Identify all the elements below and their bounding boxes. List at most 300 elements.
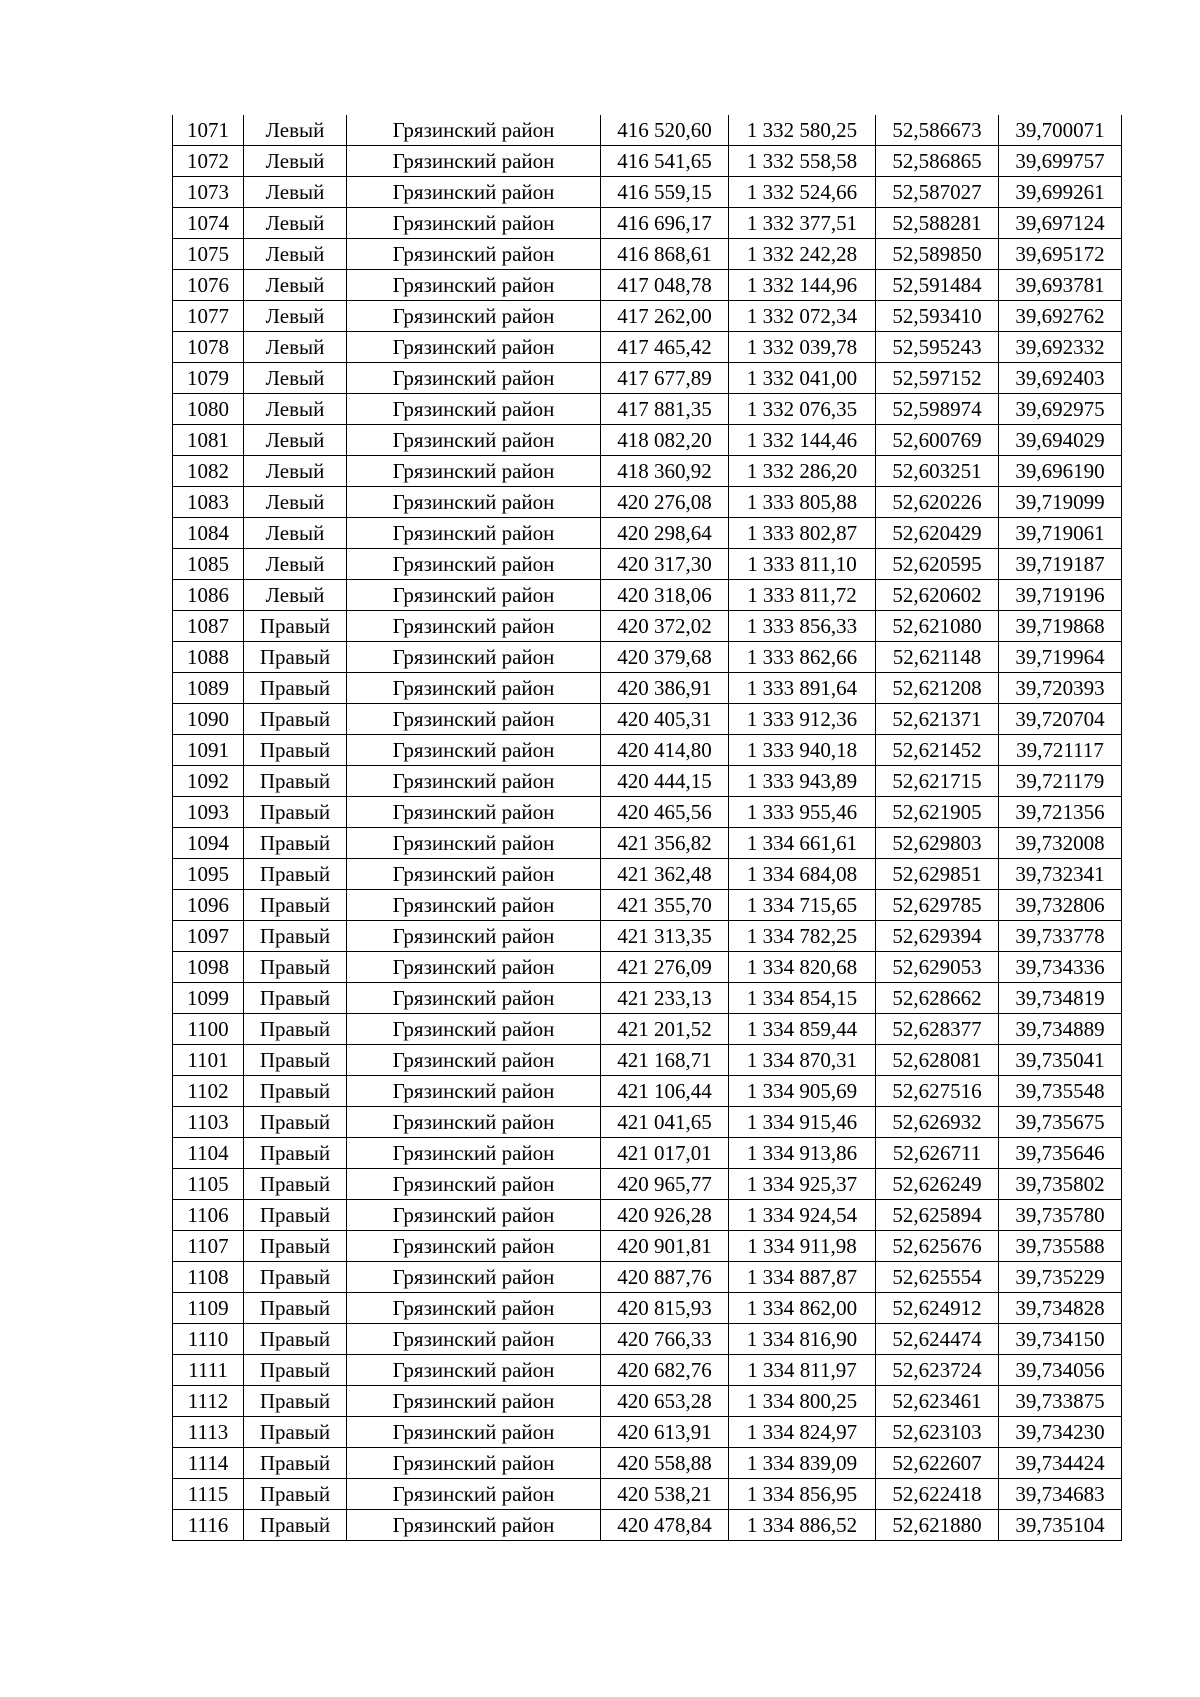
longitude-cell: 39,692975 bbox=[999, 394, 1122, 425]
y-coordinate-cell: 1 332 558,58 bbox=[729, 146, 876, 177]
latitude-cell: 52,621880 bbox=[876, 1510, 999, 1541]
longitude-cell: 39,692332 bbox=[999, 332, 1122, 363]
bank-side-cell: Правый bbox=[244, 1324, 347, 1355]
longitude-cell: 39,735646 bbox=[999, 1138, 1122, 1169]
point-number-cell: 1092 bbox=[173, 766, 244, 797]
y-coordinate-cell: 1 332 039,78 bbox=[729, 332, 876, 363]
point-number-cell: 1110 bbox=[173, 1324, 244, 1355]
district-cell: Грязинский район bbox=[347, 301, 601, 332]
latitude-cell: 52,628377 bbox=[876, 1014, 999, 1045]
longitude-cell: 39,734828 bbox=[999, 1293, 1122, 1324]
bank-side-cell: Правый bbox=[244, 859, 347, 890]
latitude-cell: 52,593410 bbox=[876, 301, 999, 332]
bank-side-cell: Правый bbox=[244, 983, 347, 1014]
y-coordinate-cell: 1 333 943,89 bbox=[729, 766, 876, 797]
district-cell: Грязинский район bbox=[347, 208, 601, 239]
bank-side-cell: Левый bbox=[244, 208, 347, 239]
bank-side-cell: Правый bbox=[244, 611, 347, 642]
point-number-cell: 1081 bbox=[173, 425, 244, 456]
y-coordinate-cell: 1 334 870,31 bbox=[729, 1045, 876, 1076]
district-cell: Грязинский район bbox=[347, 580, 601, 611]
district-cell: Грязинский район bbox=[347, 704, 601, 735]
point-number-cell: 1088 bbox=[173, 642, 244, 673]
latitude-cell: 52,621371 bbox=[876, 704, 999, 735]
point-number-cell: 1073 bbox=[173, 177, 244, 208]
bank-side-cell: Правый bbox=[244, 1386, 347, 1417]
bank-side-cell: Правый bbox=[244, 890, 347, 921]
latitude-cell: 52,620429 bbox=[876, 518, 999, 549]
y-coordinate-cell: 1 333 856,33 bbox=[729, 611, 876, 642]
longitude-cell: 39,735588 bbox=[999, 1231, 1122, 1262]
bank-side-cell: Левый bbox=[244, 394, 347, 425]
bank-side-cell: Левый bbox=[244, 549, 347, 580]
x-coordinate-cell: 417 881,35 bbox=[601, 394, 729, 425]
table-body bbox=[173, 115, 1122, 1541]
bank-side-cell: Правый bbox=[244, 1262, 347, 1293]
point-number-cell: 1097 bbox=[173, 921, 244, 952]
y-coordinate-cell: 1 334 854,15 bbox=[729, 983, 876, 1014]
bank-side-cell: Правый bbox=[244, 1107, 347, 1138]
y-coordinate-cell: 1 334 925,37 bbox=[729, 1169, 876, 1200]
point-number-cell: 1076 bbox=[173, 270, 244, 301]
district-cell: Грязинский район bbox=[347, 673, 601, 704]
table-row bbox=[173, 177, 1122, 208]
district-cell: Грязинский район bbox=[347, 425, 601, 456]
longitude-cell: 39,694029 bbox=[999, 425, 1122, 456]
x-coordinate-cell: 418 082,20 bbox=[601, 425, 729, 456]
table-row bbox=[173, 301, 1122, 332]
bank-side-cell: Правый bbox=[244, 921, 347, 952]
x-coordinate-cell: 420 965,77 bbox=[601, 1169, 729, 1200]
longitude-cell: 39,734230 bbox=[999, 1417, 1122, 1448]
district-cell: Грязинский район bbox=[347, 952, 601, 983]
longitude-cell: 39,735041 bbox=[999, 1045, 1122, 1076]
coordinates-table bbox=[172, 115, 1122, 1541]
district-cell: Грязинский район bbox=[347, 859, 601, 890]
point-number-cell: 1095 bbox=[173, 859, 244, 890]
x-coordinate-cell: 420 926,28 bbox=[601, 1200, 729, 1231]
point-number-cell: 1072 bbox=[173, 146, 244, 177]
district-cell: Грязинский район bbox=[347, 394, 601, 425]
bank-side-cell: Левый bbox=[244, 425, 347, 456]
table-row bbox=[173, 1417, 1122, 1448]
x-coordinate-cell: 421 313,35 bbox=[601, 921, 729, 952]
y-coordinate-cell: 1 334 887,87 bbox=[729, 1262, 876, 1293]
table-row bbox=[173, 1107, 1122, 1138]
latitude-cell: 52,621080 bbox=[876, 611, 999, 642]
point-number-cell: 1083 bbox=[173, 487, 244, 518]
table-row bbox=[173, 425, 1122, 456]
y-coordinate-cell: 1 333 912,36 bbox=[729, 704, 876, 735]
district-cell: Грязинский район bbox=[347, 611, 601, 642]
x-coordinate-cell: 416 696,17 bbox=[601, 208, 729, 239]
x-coordinate-cell: 420 405,31 bbox=[601, 704, 729, 735]
district-cell: Грязинский район bbox=[347, 177, 601, 208]
table-row bbox=[173, 673, 1122, 704]
latitude-cell: 52,623103 bbox=[876, 1417, 999, 1448]
table-row bbox=[173, 921, 1122, 952]
table-row bbox=[173, 363, 1122, 394]
district-cell: Грязинский район bbox=[347, 332, 601, 363]
x-coordinate-cell: 421 168,71 bbox=[601, 1045, 729, 1076]
bank-side-cell: Правый bbox=[244, 1076, 347, 1107]
table-row bbox=[173, 952, 1122, 983]
table-row bbox=[173, 1076, 1122, 1107]
latitude-cell: 52,622418 bbox=[876, 1479, 999, 1510]
longitude-cell: 39,733778 bbox=[999, 921, 1122, 952]
latitude-cell: 52,621148 bbox=[876, 642, 999, 673]
table-row bbox=[173, 611, 1122, 642]
district-cell: Грязинский район bbox=[347, 1169, 601, 1200]
table-row bbox=[173, 1169, 1122, 1200]
x-coordinate-cell: 420 318,06 bbox=[601, 580, 729, 611]
y-coordinate-cell: 1 334 661,61 bbox=[729, 828, 876, 859]
latitude-cell: 52,591484 bbox=[876, 270, 999, 301]
latitude-cell: 52,589850 bbox=[876, 239, 999, 270]
bank-side-cell: Правый bbox=[244, 704, 347, 735]
latitude-cell: 52,620226 bbox=[876, 487, 999, 518]
bank-side-cell: Левый bbox=[244, 239, 347, 270]
table-row bbox=[173, 1045, 1122, 1076]
x-coordinate-cell: 421 201,52 bbox=[601, 1014, 729, 1045]
district-cell: Грязинский район bbox=[347, 1231, 601, 1262]
bank-side-cell: Правый bbox=[244, 735, 347, 766]
table-row bbox=[173, 208, 1122, 239]
x-coordinate-cell: 420 414,80 bbox=[601, 735, 729, 766]
x-coordinate-cell: 421 356,82 bbox=[601, 828, 729, 859]
longitude-cell: 39,734150 bbox=[999, 1324, 1122, 1355]
point-number-cell: 1096 bbox=[173, 890, 244, 921]
table-row bbox=[173, 580, 1122, 611]
district-cell: Грязинский район bbox=[347, 766, 601, 797]
longitude-cell: 39,699261 bbox=[999, 177, 1122, 208]
district-cell: Грязинский район bbox=[347, 921, 601, 952]
latitude-cell: 52,629053 bbox=[876, 952, 999, 983]
x-coordinate-cell: 417 262,00 bbox=[601, 301, 729, 332]
point-number-cell: 1079 bbox=[173, 363, 244, 394]
latitude-cell: 52,625894 bbox=[876, 1200, 999, 1231]
x-coordinate-cell: 417 465,42 bbox=[601, 332, 729, 363]
district-cell: Грязинский район bbox=[347, 1324, 601, 1355]
longitude-cell: 39,735548 bbox=[999, 1076, 1122, 1107]
point-number-cell: 1094 bbox=[173, 828, 244, 859]
y-coordinate-cell: 1 334 811,97 bbox=[729, 1355, 876, 1386]
district-cell: Грязинский район bbox=[347, 797, 601, 828]
point-number-cell: 1091 bbox=[173, 735, 244, 766]
y-coordinate-cell: 1 334 820,68 bbox=[729, 952, 876, 983]
bank-side-cell: Правый bbox=[244, 1014, 347, 1045]
y-coordinate-cell: 1 332 144,46 bbox=[729, 425, 876, 456]
point-number-cell: 1107 bbox=[173, 1231, 244, 1262]
y-coordinate-cell: 1 334 824,97 bbox=[729, 1417, 876, 1448]
district-cell: Грязинский район bbox=[347, 1293, 601, 1324]
x-coordinate-cell: 420 298,64 bbox=[601, 518, 729, 549]
x-coordinate-cell: 420 682,76 bbox=[601, 1355, 729, 1386]
latitude-cell: 52,623724 bbox=[876, 1355, 999, 1386]
point-number-cell: 1101 bbox=[173, 1045, 244, 1076]
longitude-cell: 39,735675 bbox=[999, 1107, 1122, 1138]
y-coordinate-cell: 1 333 891,64 bbox=[729, 673, 876, 704]
district-cell: Грязинский район bbox=[347, 518, 601, 549]
latitude-cell: 52,587027 bbox=[876, 177, 999, 208]
y-coordinate-cell: 1 334 915,46 bbox=[729, 1107, 876, 1138]
point-number-cell: 1085 bbox=[173, 549, 244, 580]
table-row bbox=[173, 1293, 1122, 1324]
district-cell: Грязинский район bbox=[347, 1262, 601, 1293]
table-row bbox=[173, 332, 1122, 363]
longitude-cell: 39,720704 bbox=[999, 704, 1122, 735]
latitude-cell: 52,625676 bbox=[876, 1231, 999, 1262]
latitude-cell: 52,624912 bbox=[876, 1293, 999, 1324]
y-coordinate-cell: 1 333 940,18 bbox=[729, 735, 876, 766]
district-cell: Грязинский район bbox=[347, 1510, 601, 1541]
longitude-cell: 39,721179 bbox=[999, 766, 1122, 797]
longitude-cell: 39,732341 bbox=[999, 859, 1122, 890]
y-coordinate-cell: 1 333 955,46 bbox=[729, 797, 876, 828]
district-cell: Грязинский район bbox=[347, 239, 601, 270]
y-coordinate-cell: 1 332 377,51 bbox=[729, 208, 876, 239]
longitude-cell: 39,719964 bbox=[999, 642, 1122, 673]
point-number-cell: 1116 bbox=[173, 1510, 244, 1541]
longitude-cell: 39,734889 bbox=[999, 1014, 1122, 1045]
bank-side-cell: Левый bbox=[244, 115, 347, 146]
y-coordinate-cell: 1 332 580,25 bbox=[729, 115, 876, 146]
table-row bbox=[173, 487, 1122, 518]
district-cell: Грязинский район bbox=[347, 1138, 601, 1169]
x-coordinate-cell: 417 677,89 bbox=[601, 363, 729, 394]
y-coordinate-cell: 1 334 715,65 bbox=[729, 890, 876, 921]
district-cell: Грязинский район bbox=[347, 363, 601, 394]
point-number-cell: 1098 bbox=[173, 952, 244, 983]
bank-side-cell: Правый bbox=[244, 1231, 347, 1262]
y-coordinate-cell: 1 334 913,86 bbox=[729, 1138, 876, 1169]
longitude-cell: 39,734336 bbox=[999, 952, 1122, 983]
x-coordinate-cell: 420 613,91 bbox=[601, 1417, 729, 1448]
table-row bbox=[173, 859, 1122, 890]
latitude-cell: 52,626711 bbox=[876, 1138, 999, 1169]
table-row bbox=[173, 1479, 1122, 1510]
latitude-cell: 52,626932 bbox=[876, 1107, 999, 1138]
x-coordinate-cell: 420 465,56 bbox=[601, 797, 729, 828]
point-number-cell: 1104 bbox=[173, 1138, 244, 1169]
table-row bbox=[173, 983, 1122, 1014]
table-row bbox=[173, 146, 1122, 177]
longitude-cell: 39,692762 bbox=[999, 301, 1122, 332]
point-number-cell: 1090 bbox=[173, 704, 244, 735]
x-coordinate-cell: 416 520,60 bbox=[601, 115, 729, 146]
district-cell: Грязинский район bbox=[347, 735, 601, 766]
x-coordinate-cell: 421 276,09 bbox=[601, 952, 729, 983]
bank-side-cell: Левый bbox=[244, 301, 347, 332]
table-row bbox=[173, 549, 1122, 580]
y-coordinate-cell: 1 334 905,69 bbox=[729, 1076, 876, 1107]
bank-side-cell: Правый bbox=[244, 1200, 347, 1231]
point-number-cell: 1093 bbox=[173, 797, 244, 828]
x-coordinate-cell: 420 276,08 bbox=[601, 487, 729, 518]
longitude-cell: 39,697124 bbox=[999, 208, 1122, 239]
longitude-cell: 39,734424 bbox=[999, 1448, 1122, 1479]
district-cell: Грязинский район bbox=[347, 1014, 601, 1045]
table-row bbox=[173, 1448, 1122, 1479]
y-coordinate-cell: 1 334 886,52 bbox=[729, 1510, 876, 1541]
table-row bbox=[173, 797, 1122, 828]
x-coordinate-cell: 418 360,92 bbox=[601, 456, 729, 487]
district-cell: Грязинский район bbox=[347, 828, 601, 859]
point-number-cell: 1086 bbox=[173, 580, 244, 611]
longitude-cell: 39,732806 bbox=[999, 890, 1122, 921]
y-coordinate-cell: 1 334 924,54 bbox=[729, 1200, 876, 1231]
district-cell: Грязинский район bbox=[347, 1448, 601, 1479]
bank-side-cell: Правый bbox=[244, 1138, 347, 1169]
bank-side-cell: Правый bbox=[244, 1448, 347, 1479]
bank-side-cell: Правый bbox=[244, 797, 347, 828]
point-number-cell: 1099 bbox=[173, 983, 244, 1014]
longitude-cell: 39,735780 bbox=[999, 1200, 1122, 1231]
bank-side-cell: Левый bbox=[244, 456, 347, 487]
bank-side-cell: Правый bbox=[244, 1417, 347, 1448]
y-coordinate-cell: 1 333 862,66 bbox=[729, 642, 876, 673]
x-coordinate-cell: 420 379,68 bbox=[601, 642, 729, 673]
table-row bbox=[173, 704, 1122, 735]
longitude-cell: 39,734683 bbox=[999, 1479, 1122, 1510]
x-coordinate-cell: 420 317,30 bbox=[601, 549, 729, 580]
longitude-cell: 39,720393 bbox=[999, 673, 1122, 704]
longitude-cell: 39,735229 bbox=[999, 1262, 1122, 1293]
longitude-cell: 39,699757 bbox=[999, 146, 1122, 177]
district-cell: Грязинский район bbox=[347, 1045, 601, 1076]
table-row bbox=[173, 1355, 1122, 1386]
x-coordinate-cell: 420 538,21 bbox=[601, 1479, 729, 1510]
point-number-cell: 1111 bbox=[173, 1355, 244, 1386]
district-cell: Грязинский район bbox=[347, 270, 601, 301]
latitude-cell: 52,586673 bbox=[876, 115, 999, 146]
bank-side-cell: Правый bbox=[244, 1045, 347, 1076]
table-row bbox=[173, 735, 1122, 766]
y-coordinate-cell: 1 333 802,87 bbox=[729, 518, 876, 549]
bank-side-cell: Левый bbox=[244, 270, 347, 301]
table-row bbox=[173, 890, 1122, 921]
longitude-cell: 39,719061 bbox=[999, 518, 1122, 549]
table-row bbox=[173, 1014, 1122, 1045]
latitude-cell: 52,621208 bbox=[876, 673, 999, 704]
district-cell: Грязинский район bbox=[347, 890, 601, 921]
x-coordinate-cell: 420 386,91 bbox=[601, 673, 729, 704]
y-coordinate-cell: 1 333 811,72 bbox=[729, 580, 876, 611]
table-row bbox=[173, 766, 1122, 797]
x-coordinate-cell: 420 372,02 bbox=[601, 611, 729, 642]
table-row bbox=[173, 1510, 1122, 1541]
district-cell: Грязинский район bbox=[347, 1200, 601, 1231]
table-row bbox=[173, 394, 1122, 425]
latitude-cell: 52,598974 bbox=[876, 394, 999, 425]
table-row bbox=[173, 1231, 1122, 1262]
latitude-cell: 52,597152 bbox=[876, 363, 999, 394]
y-coordinate-cell: 1 334 859,44 bbox=[729, 1014, 876, 1045]
latitude-cell: 52,629803 bbox=[876, 828, 999, 859]
y-coordinate-cell: 1 332 242,28 bbox=[729, 239, 876, 270]
point-number-cell: 1109 bbox=[173, 1293, 244, 1324]
bank-side-cell: Правый bbox=[244, 1355, 347, 1386]
bank-side-cell: Правый bbox=[244, 1479, 347, 1510]
y-coordinate-cell: 1 332 072,34 bbox=[729, 301, 876, 332]
latitude-cell: 52,627516 bbox=[876, 1076, 999, 1107]
latitude-cell: 52,600769 bbox=[876, 425, 999, 456]
point-number-cell: 1115 bbox=[173, 1479, 244, 1510]
bank-side-cell: Левый bbox=[244, 146, 347, 177]
longitude-cell: 39,732008 bbox=[999, 828, 1122, 859]
latitude-cell: 52,628081 bbox=[876, 1045, 999, 1076]
district-cell: Грязинский район bbox=[347, 1386, 601, 1417]
bank-side-cell: Правый bbox=[244, 673, 347, 704]
bank-side-cell: Левый bbox=[244, 332, 347, 363]
point-number-cell: 1077 bbox=[173, 301, 244, 332]
longitude-cell: 39,735802 bbox=[999, 1169, 1122, 1200]
district-cell: Грязинский район bbox=[347, 456, 601, 487]
longitude-cell: 39,695172 bbox=[999, 239, 1122, 270]
longitude-cell: 39,700071 bbox=[999, 115, 1122, 146]
x-coordinate-cell: 417 048,78 bbox=[601, 270, 729, 301]
point-number-cell: 1103 bbox=[173, 1107, 244, 1138]
bank-side-cell: Левый bbox=[244, 177, 347, 208]
table-row bbox=[173, 1200, 1122, 1231]
latitude-cell: 52,603251 bbox=[876, 456, 999, 487]
bank-side-cell: Правый bbox=[244, 642, 347, 673]
x-coordinate-cell: 420 444,15 bbox=[601, 766, 729, 797]
y-coordinate-cell: 1 333 811,10 bbox=[729, 549, 876, 580]
bank-side-cell: Правый bbox=[244, 952, 347, 983]
latitude-cell: 52,624474 bbox=[876, 1324, 999, 1355]
y-coordinate-cell: 1 334 782,25 bbox=[729, 921, 876, 952]
longitude-cell: 39,693781 bbox=[999, 270, 1122, 301]
x-coordinate-cell: 421 233,13 bbox=[601, 983, 729, 1014]
longitude-cell: 39,734819 bbox=[999, 983, 1122, 1014]
district-cell: Грязинский район bbox=[347, 487, 601, 518]
longitude-cell: 39,692403 bbox=[999, 363, 1122, 394]
y-coordinate-cell: 1 332 041,00 bbox=[729, 363, 876, 394]
y-coordinate-cell: 1 334 684,08 bbox=[729, 859, 876, 890]
point-number-cell: 1074 bbox=[173, 208, 244, 239]
point-number-cell: 1113 bbox=[173, 1417, 244, 1448]
x-coordinate-cell: 416 559,15 bbox=[601, 177, 729, 208]
table-row bbox=[173, 1262, 1122, 1293]
x-coordinate-cell: 416 868,61 bbox=[601, 239, 729, 270]
latitude-cell: 52,620595 bbox=[876, 549, 999, 580]
x-coordinate-cell: 420 887,76 bbox=[601, 1262, 729, 1293]
table-row bbox=[173, 828, 1122, 859]
point-number-cell: 1087 bbox=[173, 611, 244, 642]
y-coordinate-cell: 1 334 862,00 bbox=[729, 1293, 876, 1324]
point-number-cell: 1100 bbox=[173, 1014, 244, 1045]
bank-side-cell: Правый bbox=[244, 1293, 347, 1324]
bank-side-cell: Правый bbox=[244, 766, 347, 797]
y-coordinate-cell: 1 332 076,35 bbox=[729, 394, 876, 425]
latitude-cell: 52,629785 bbox=[876, 890, 999, 921]
longitude-cell: 39,734056 bbox=[999, 1355, 1122, 1386]
point-number-cell: 1071 bbox=[173, 115, 244, 146]
bank-side-cell: Правый bbox=[244, 828, 347, 859]
bank-side-cell: Левый bbox=[244, 487, 347, 518]
bank-side-cell: Левый bbox=[244, 518, 347, 549]
y-coordinate-cell: 1 334 839,09 bbox=[729, 1448, 876, 1479]
point-number-cell: 1084 bbox=[173, 518, 244, 549]
x-coordinate-cell: 421 041,65 bbox=[601, 1107, 729, 1138]
x-coordinate-cell: 420 766,33 bbox=[601, 1324, 729, 1355]
table-row bbox=[173, 518, 1122, 549]
x-coordinate-cell: 420 815,93 bbox=[601, 1293, 729, 1324]
longitude-cell: 39,719196 bbox=[999, 580, 1122, 611]
latitude-cell: 52,622607 bbox=[876, 1448, 999, 1479]
point-number-cell: 1078 bbox=[173, 332, 244, 363]
